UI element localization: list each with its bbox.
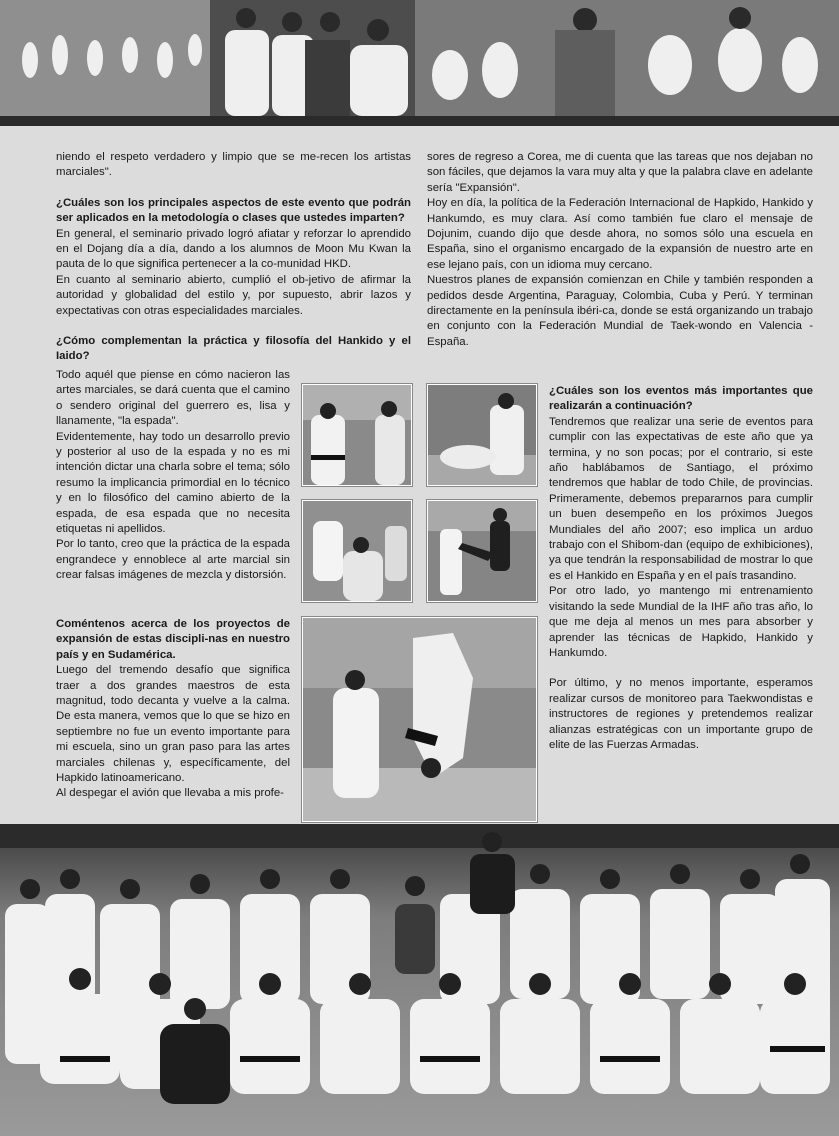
answer-eventos-3: Por último, y no menos importante, esperamos realizar cursos de monitoreo para Taekwondistas e instructores de regiones y pretendemos realizar alianzas estratégicas con un importante grupo de elite de las Fuerzas Armadas. bbox=[549, 677, 813, 751]
question-eventos: ¿Cuáles son los eventos más importantes que realizarán a continuación? bbox=[549, 385, 813, 413]
throw-photo bbox=[302, 617, 537, 822]
technique-photo-3-art bbox=[303, 501, 411, 601]
answer-hankido-iaido-3: Por lo tanto, creo que la práctica de la espada engrandece y ennoblece al arte marcial sin crear falsas imágenes de mezcla y distorsión. bbox=[56, 538, 290, 582]
top-banner-photo-art bbox=[0, 0, 839, 126]
group-photo bbox=[0, 824, 839, 1136]
group-photo-art bbox=[0, 824, 839, 1136]
right-column-top bbox=[427, 150, 813, 350]
throw-photo-art bbox=[303, 618, 536, 821]
answer-expansion-2: Al despegar el avión que llevaba a mis profe- bbox=[56, 787, 284, 800]
technique-photo-4-art bbox=[428, 501, 536, 601]
left-column-top bbox=[56, 150, 411, 365]
right-column-lower bbox=[549, 384, 813, 753]
answer-metodologia-1: En general, el seminario privado logró afiatar y reforzar lo aprendido en el Dojang día a día, dando a los alumnos de Moon Mu Kwan la pauta de lo que significa pertenecer a la co-munidad HKD. bbox=[56, 227, 411, 271]
answer-hankido-iaido-1: Todo aquél que piense en cómo nacieron las artes marciales, se dará cuenta que el camino o sendero original del guerrero es, lisa y llanamente, "la espada". bbox=[56, 369, 290, 428]
right-paragraph-continued: sores de regreso a Corea, me di cuenta que las tareas que nos dejaban no son fáciles, que dejamos la vara muy alta y que la palabra clave en adelante sería "Expansión". bbox=[427, 151, 813, 194]
left-column-narrow-2 bbox=[56, 617, 290, 802]
answer-hankido-iaido-2: Evidentemente, hay todo un desarrollo previo y posterior al uso de la espada y no es mi intención dictar una charla sobre el tema; sólo resumo la implicancia primordial en lo técnico y en lo filosófico del camino abierto de la espada, de esa espada que no necesita etiquetas ni apellidos. bbox=[56, 430, 290, 536]
right-paragraph-planes: Nuestros planes de expansión comienzan en Chile y también responden a pedidos desde Argentina, Paraguay, Colombia, Cuba y Perú. Y terminan directamente en la península ibéri-ca, donde se está organizando un trabajo en conjunto con la Federación Mundial de Taek-wondo en Valencia - España. bbox=[427, 274, 813, 348]
right-paragraph-federacion: Hoy en día, la política de la Federación Internacional de Hapkido, Hankido y Hankumdo, es muy clara. Así como también fue claro el mensaje de Dojunim, cuando dijo que desde ahora, no somos sólo una escuela en España, sino el organismo encargado de la expansión de nuestro arte en ese lejano país, con un idioma muy cercano. bbox=[427, 197, 813, 271]
technique-photo-2-art bbox=[428, 385, 536, 485]
answer-metodologia-2: En cuanto al seminario abierto, cumplió el ob-jetivo de afirmar la autoridad y globalidad del estilo y, por supuesto, abrir lazos y expectativas con otras especialidades marciales. bbox=[56, 273, 411, 317]
answer-eventos-1: Tendremos que realizar una serie de eventos para cumplir con las expectativas de este año que ya termina, y no son pocas; por el contrario, si este año hablábamos de Santiago, el próximo tendremos que hablar de todo Chile, de provincias. Primeramente, debemos prepararnos para cumplir un buen desempeño en los próximos Juegos Mundiales del año 2007; eso implica un arduo trabajo con el Shibom-dan (equipo de exhibiciones), ya que tendrán la responsabilidad de mostrar lo que es el Hankido en España y en el país trasandino. bbox=[549, 415, 813, 582]
question-expansion: Coméntenos acerca de los proyectos de expansión de estas discipli-nas en nuestro país y en Sudamérica. bbox=[56, 618, 290, 661]
left-column-narrow-1 bbox=[56, 368, 290, 584]
technique-photo-1-art bbox=[303, 385, 411, 485]
technique-photo-1 bbox=[302, 384, 412, 486]
technique-photo-3 bbox=[302, 500, 412, 602]
technique-photo-2 bbox=[427, 384, 537, 486]
question-hankido-iaido: ¿Cómo complementan la práctica y filosofía del Hankido y el Iaido? bbox=[56, 335, 411, 363]
technique-photo-4 bbox=[427, 500, 537, 602]
answer-eventos-2: Por otro lado, yo mantengo mi entrenamiento visitando la sede Mundial de la IHF año tras año, lo que me deja al menos un mes para absorber y aprender las técnicas de Hapkido, Hankido y Hankumdo. bbox=[549, 585, 813, 659]
top-banner-photo bbox=[0, 0, 839, 126]
question-metodologia: ¿Cuáles son los principales aspectos de este evento que podrán ser aplicados en la metodología o clases que ustedes imparten? bbox=[56, 196, 411, 225]
answer-expansion-1: Luego del tremendo desafío que significa traer a dos grandes maestros de esta magnitud, todo decanta y vuelve a la calma. De esta manera, vemos que lo que se hizo en septiembre no fue un evento importante para mi escuela, sino un gran paso para las artes marciales chilenas y, específicamente, del Hapkido latinoamericano. bbox=[56, 664, 290, 785]
left-paragraph-continued: niendo el respeto verdadero y limpio que se me-recen los artistas marciales". bbox=[56, 151, 411, 179]
